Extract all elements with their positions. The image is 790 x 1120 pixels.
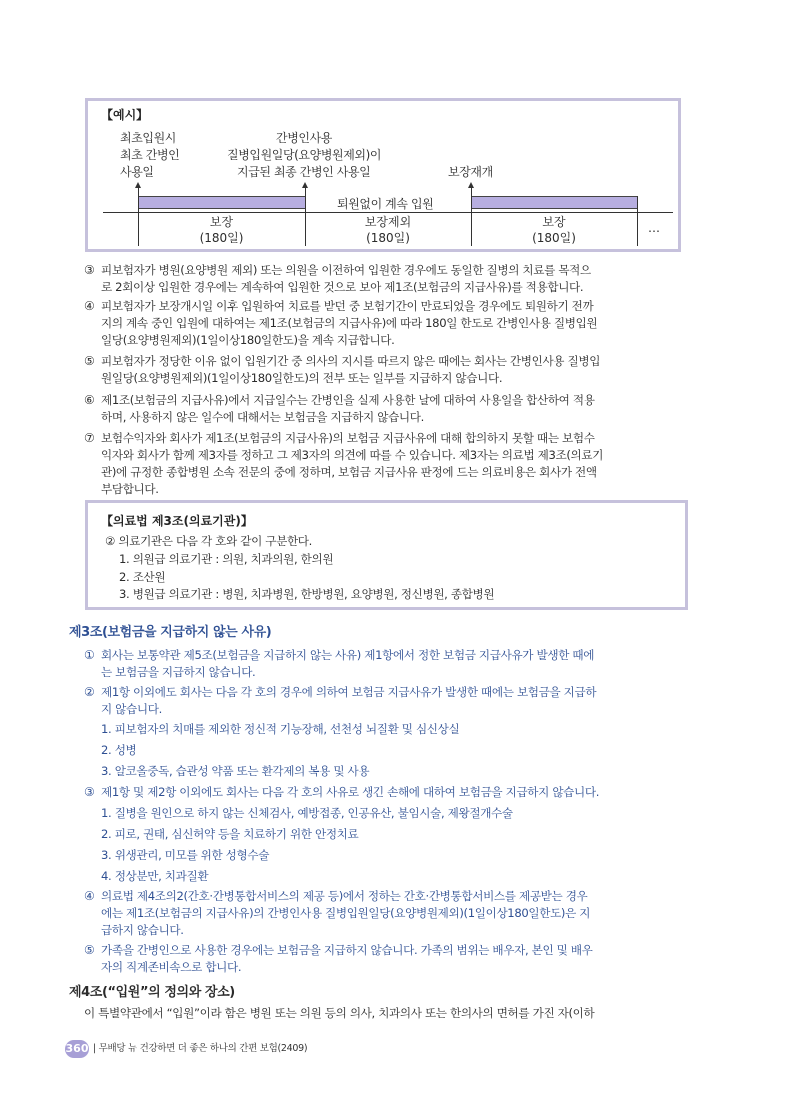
item-line: 피보험자가 정당한 이유 없이 입원기간 중 의사의 지시를 따르지 않은 때에는 회사는 간병인사용 질병입	[101, 354, 601, 368]
item-line: 관)에 규정한 종합병원 소속 전문의 중에 정하며, 보험금 지급사유 판정에 드는 의료비용은 회사가 전액	[101, 465, 597, 479]
item-line: 피보험자가 보장개시일 이후 입원하여 치료를 받던 중 보험기간이 만료되었을 경우에도 퇴원하기 전까	[101, 299, 594, 313]
arrow-stem	[471, 188, 472, 196]
item-number: ③	[84, 785, 95, 799]
label-mid-1: 간병인사용	[276, 131, 332, 145]
item-number: ⑦	[84, 431, 95, 445]
law-intro: ② 의료기관은 다음 각 호와 같이 구분한다.	[105, 534, 312, 548]
label-first-3: 사용일	[120, 165, 154, 179]
item-line: 로 2회이상 입원한 경우에는 계속하여 입원한 것으로 보아 제1조(보험금의 지급사유)를 적용합니다.	[101, 280, 584, 294]
seg2-label: 보장제외	[364, 215, 412, 229]
item-line: 보험수익자와 회사가 제1조(보험금의 지급사유)의 보험금 지급사유에 대해 합의하지 못할 때는 보험수	[101, 431, 595, 445]
ellipsis: …	[648, 221, 660, 235]
item-line: 하며, 사용하지 않은 일수에 대해서는 보험금을 지급하지 않습니다.	[101, 410, 424, 424]
item-line: 지 않습니다.	[101, 702, 162, 716]
item-line: 의료법 제4조의2(간호·간병통합서비스의 제공 등)에서 정하는 간호·간병통합서비스를 제공받는 경우	[101, 889, 588, 903]
law-item: 2. 조산원	[119, 570, 166, 584]
item-line: 회사는 보통약관 제5조(보험금을 지급하지 않는 사유) 제1항에서 정한 보험금 지급사유가 발생한 때에	[101, 648, 595, 662]
timeline	[103, 212, 673, 213]
item-number: ⑤	[84, 943, 95, 957]
item-line: 급하지 않습니다.	[101, 923, 184, 937]
item-number: ①	[84, 648, 95, 662]
item-line: 제1조(보험금의 지급사유)에서 지급일수는 간병인을 실제 사용한 날에 대하여 사용일을 합산하여 적용	[101, 393, 595, 407]
item-line: 는 보험금을 지급하지 않습니다.	[101, 665, 256, 679]
item-line: 제1항 이외에도 회사는 다음 각 호의 경우에 의하여 보험금 지급사유가 발생한 때에는 보험금을 지급하	[101, 685, 597, 699]
item-line: 에는 제1조(보험금의 지급사유)의 간병인사용 질병입원일당(요양병원제외)(1일이상180일한도)은 지	[101, 906, 591, 920]
item-line: 피보험자가 병원(요양병원 제외) 또는 의원을 이전하여 입원한 경우에도 동일한 질병의 치료를 목적으	[101, 263, 591, 277]
item-number: ④	[84, 889, 95, 903]
item-line: 지의 계속 중인 입원에 대하여는 제1조(보험금의 지급사유)에 따라 180일 한도로 간병인사용 질병입원	[101, 316, 598, 330]
law-item: 1. 의원급 의료기관 : 의원, 치과의원, 한의원	[119, 552, 334, 566]
item-line: 일당(요양병원제외)(1일이상180일한도)을 계속 지급합니다.	[101, 333, 395, 347]
sub-item: 2. 성병	[101, 743, 137, 757]
article-3-heading: 제3조(보험금을 지급하지 않는 사유)	[69, 625, 272, 640]
example-title: 【예시】	[101, 108, 149, 122]
label-first-1: 최초입원시	[120, 131, 176, 145]
sub-item: 3. 알코올중독, 습관성 약품 또는 환각제의 복용 및 사용	[101, 764, 370, 778]
article-4-text: 이 특별약관에서 “입원”이라 함은 병원 또는 의원 등의 의사, 치과의사 또는 한의사의 면허를 가진 자(이하	[84, 1006, 595, 1020]
label-continuous: 퇴원없이 계속 입원	[337, 197, 434, 211]
item-number: ⑥	[84, 393, 95, 407]
seg1-days: (180일)	[199, 231, 244, 245]
item-line: 제1항 및 제2항 이외에도 회사는 다음 각 호의 사유로 생긴 손해에 대하여 보험금을 지급하지 않습니다.	[101, 785, 600, 799]
item-number: ②	[84, 685, 95, 699]
sub-item: 1. 질병을 원인으로 하지 않는 신체검사, 예방접종, 인공유산, 불임시술, 제왕절개수술	[101, 806, 513, 820]
item-number: ⑤	[84, 354, 95, 368]
law-item: 3. 병원급 의료기관 : 병원, 치과병원, 한방병원, 요양병원, 정신병원, 종합병원	[119, 587, 495, 601]
sub-item: 4. 정상분만, 치과질환	[101, 869, 209, 883]
sub-item: 1. 피보험자의 치매를 제외한 정신적 기능장해, 선천성 뇌질환 및 심신상실	[101, 722, 460, 736]
seg3-label: 보장	[542, 215, 566, 229]
item-line: 가족을 간병인으로 사용한 경우에는 보험금을 지급하지 않습니다. 가족의 범위는 배우자, 본인 및 배우	[101, 943, 593, 957]
label-resume: 보장재개	[448, 165, 493, 179]
item-line: 원일당(요양병원제외)(1일이상180일한도)의 전부 또는 일부를 지급하지 않습니다.	[101, 371, 503, 385]
sub-item: 3. 위생관리, 미모를 위한 성형수술	[101, 848, 270, 862]
item-number: ③	[84, 263, 95, 277]
sub-item: 2. 피로, 권태, 심신허약 등을 치료하기 위한 안정치료	[101, 827, 359, 841]
label-first-2: 최초 간병인	[120, 148, 180, 162]
label-mid-2: 질병입원일당(요양병원제외)이	[227, 148, 382, 162]
item-line: 익자와 회사가 함께 제3자를 정하고 그 제3자의 의견에 따를 수 있습니다. 제3자는 의료법 제3조(의료기	[101, 448, 604, 462]
arrow-stem	[138, 188, 139, 196]
seg3-days: (180일)	[532, 231, 576, 245]
label-mid-3: 지급된 최종 간병인 사용일	[237, 165, 371, 179]
seg1-label: 보장	[209, 215, 234, 229]
item-line: 부담합니다.	[101, 482, 159, 496]
page-number: 360	[65, 1040, 89, 1058]
law-title: 【의료법 제3조(의료기관)】	[101, 514, 253, 528]
arrow-stem	[305, 188, 306, 196]
segment-coverage-2	[471, 196, 638, 209]
footer-title: | 무배당 뉴 건강하면 더 좋은 하나의 간편 보험(2409)	[93, 1043, 308, 1054]
seg2-days: (180일)	[366, 231, 410, 245]
item-line: 자의 직계존비속으로 합니다.	[101, 960, 242, 974]
item-number: ④	[84, 299, 95, 313]
divider	[637, 196, 638, 246]
article-4-heading: 제4조(“입원”의 정의와 장소)	[69, 985, 235, 1000]
segment-coverage-1	[138, 196, 306, 209]
